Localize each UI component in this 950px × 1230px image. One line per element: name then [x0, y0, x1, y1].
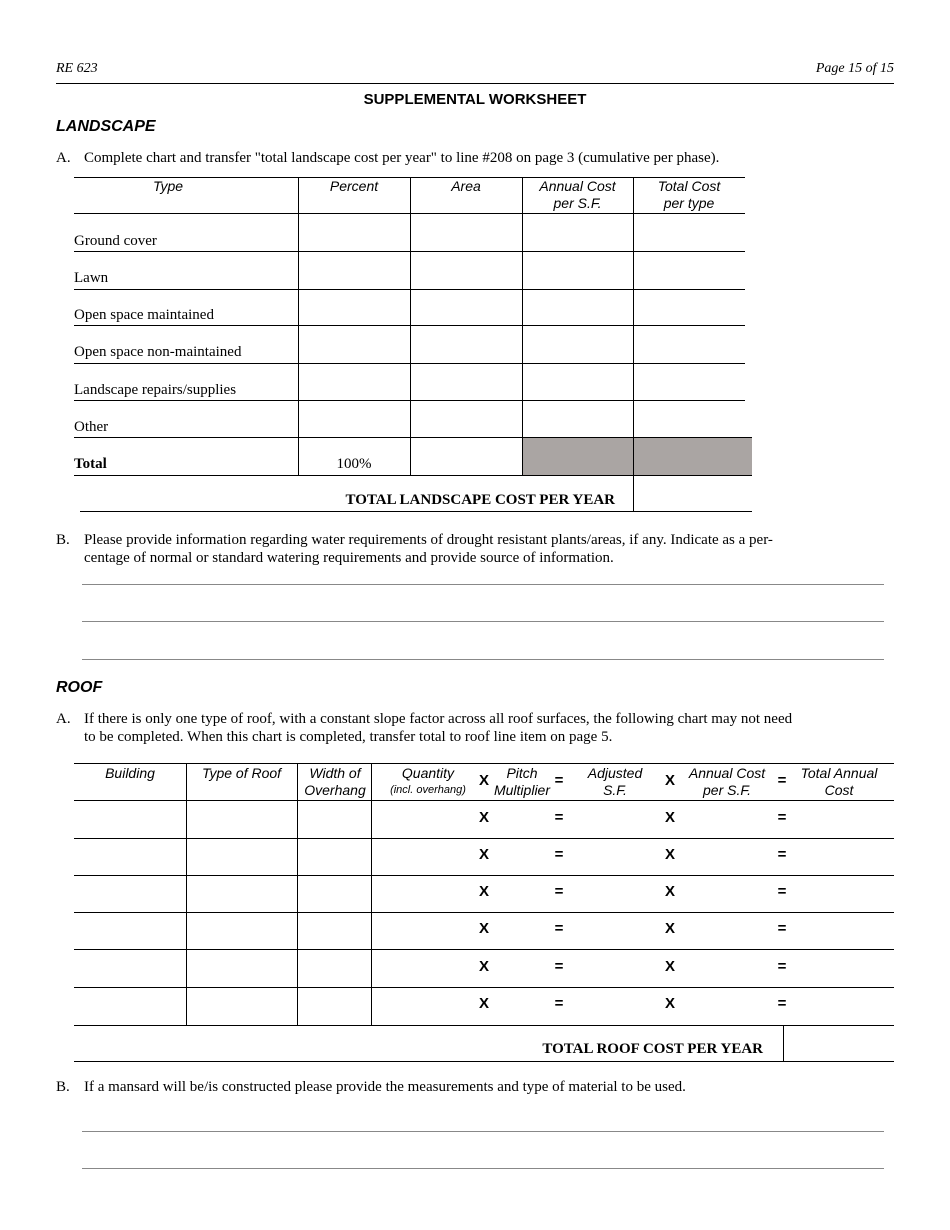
row-label: Ground cover: [74, 233, 157, 249]
row-label: Landscape repairs/supplies: [74, 382, 237, 398]
times-icon: X: [664, 958, 675, 975]
landscape-b-text: Please provide information regarding water requirements of drought resistant plants/areas, if any. Indicate as a per- centage of normal or standard watering requirements and provide source of information.: [84, 532, 773, 566]
answer-line[interactable]: [82, 659, 884, 660]
landscape-b-label: B.: [56, 532, 70, 548]
row-label: Open space maintained: [74, 307, 214, 323]
col-width-overhang: Width of Overhang: [304, 765, 366, 798]
times-icon: X: [664, 920, 675, 937]
roof-heading: ROOF: [56, 679, 103, 696]
ground-cover-percent-cell[interactable]: [299, 214, 409, 251]
times-icon: X: [664, 772, 675, 789]
times-icon: X: [478, 883, 489, 900]
equals-icon: =: [554, 772, 564, 789]
equals-icon: =: [554, 846, 564, 863]
times-icon: X: [478, 920, 489, 937]
roof-a-label: A.: [56, 711, 71, 727]
roof-a-text: If there is only one type of roof, with a constant slope factor across all roof surfaces, the following chart may not need to be completed. When this chart is completed, transfer total to roof line item on page 5.: [84, 711, 793, 745]
row-label: Open space non-maintained: [74, 344, 242, 360]
roof-b-label: B.: [56, 1079, 70, 1095]
col-adjusted: Adjusted S.F.: [587, 765, 643, 798]
equals-icon: =: [554, 883, 564, 900]
col-pitch: Pitch Multiplier: [493, 765, 550, 798]
col-percent: Percent: [329, 178, 379, 194]
col-annual-cost: Annual Cost per S.F.: [688, 765, 766, 798]
col-total-annual: Total Annual Cost: [800, 765, 878, 798]
col-type: Type: [152, 178, 184, 194]
answer-line[interactable]: [82, 584, 884, 585]
total-landscape-cost-cell[interactable]: [634, 476, 752, 511]
roof-b-text: If a mansard will be/is constructed please provide the measurements and type of material to be used.: [84, 1079, 686, 1095]
answer-line[interactable]: [82, 1168, 884, 1169]
col-area: Area: [451, 178, 481, 194]
times-icon: X: [478, 809, 489, 826]
equals-icon: =: [777, 846, 787, 863]
page-number: Page 15 of 15: [815, 61, 894, 76]
times-icon: X: [664, 846, 675, 863]
total-label: Total: [74, 456, 107, 472]
equals-icon: =: [777, 772, 787, 789]
page-title: SUPPLEMENTAL WORKSHEET: [363, 91, 587, 108]
form-number: RE 623: [56, 61, 98, 76]
times-icon: X: [478, 995, 489, 1012]
times-icon: X: [478, 846, 489, 863]
equals-icon: =: [777, 883, 787, 900]
shaded-total-cells: [522, 438, 752, 475]
times-icon: X: [478, 958, 489, 975]
times-icon: X: [664, 809, 675, 826]
equals-icon: =: [777, 995, 787, 1012]
landscape-heading: LANDSCAPE: [56, 118, 156, 135]
equals-icon: =: [777, 809, 787, 826]
col-total-cost: Total Cost per type: [657, 178, 721, 211]
total-percent: 100%: [336, 456, 372, 472]
equals-icon: =: [554, 920, 564, 937]
equals-icon: =: [554, 809, 564, 826]
equals-icon: =: [554, 958, 564, 975]
times-icon: X: [664, 995, 675, 1012]
equals-icon: =: [777, 920, 787, 937]
times-icon: X: [664, 883, 675, 900]
landscape-a-text: Complete chart and transfer "total landscape cost per year" to line #208 on page 3 (cumulative per phase).: [84, 150, 720, 166]
times-icon: X: [478, 772, 489, 789]
row-label: Other: [74, 419, 109, 435]
landscape-a-label: A.: [56, 150, 71, 166]
col-building: Building: [105, 765, 155, 781]
col-type-of-roof: Type of Roof: [201, 765, 282, 781]
equals-icon: =: [777, 958, 787, 975]
col-annual-cost: Annual Cost per S.F.: [539, 178, 616, 211]
total-roof-cost-label: TOTAL ROOF COST PER YEAR: [542, 1041, 763, 1057]
answer-line[interactable]: [82, 621, 884, 622]
landscape-table: [0, 0, 950, 520]
equals-icon: =: [554, 995, 564, 1012]
col-quantity: Quantity (incl. overhang): [390, 765, 466, 796]
answer-line[interactable]: [82, 1131, 884, 1132]
total-landscape-cost-label: TOTAL LANDSCAPE COST PER YEAR: [345, 492, 615, 508]
row-label: Lawn: [74, 270, 109, 286]
